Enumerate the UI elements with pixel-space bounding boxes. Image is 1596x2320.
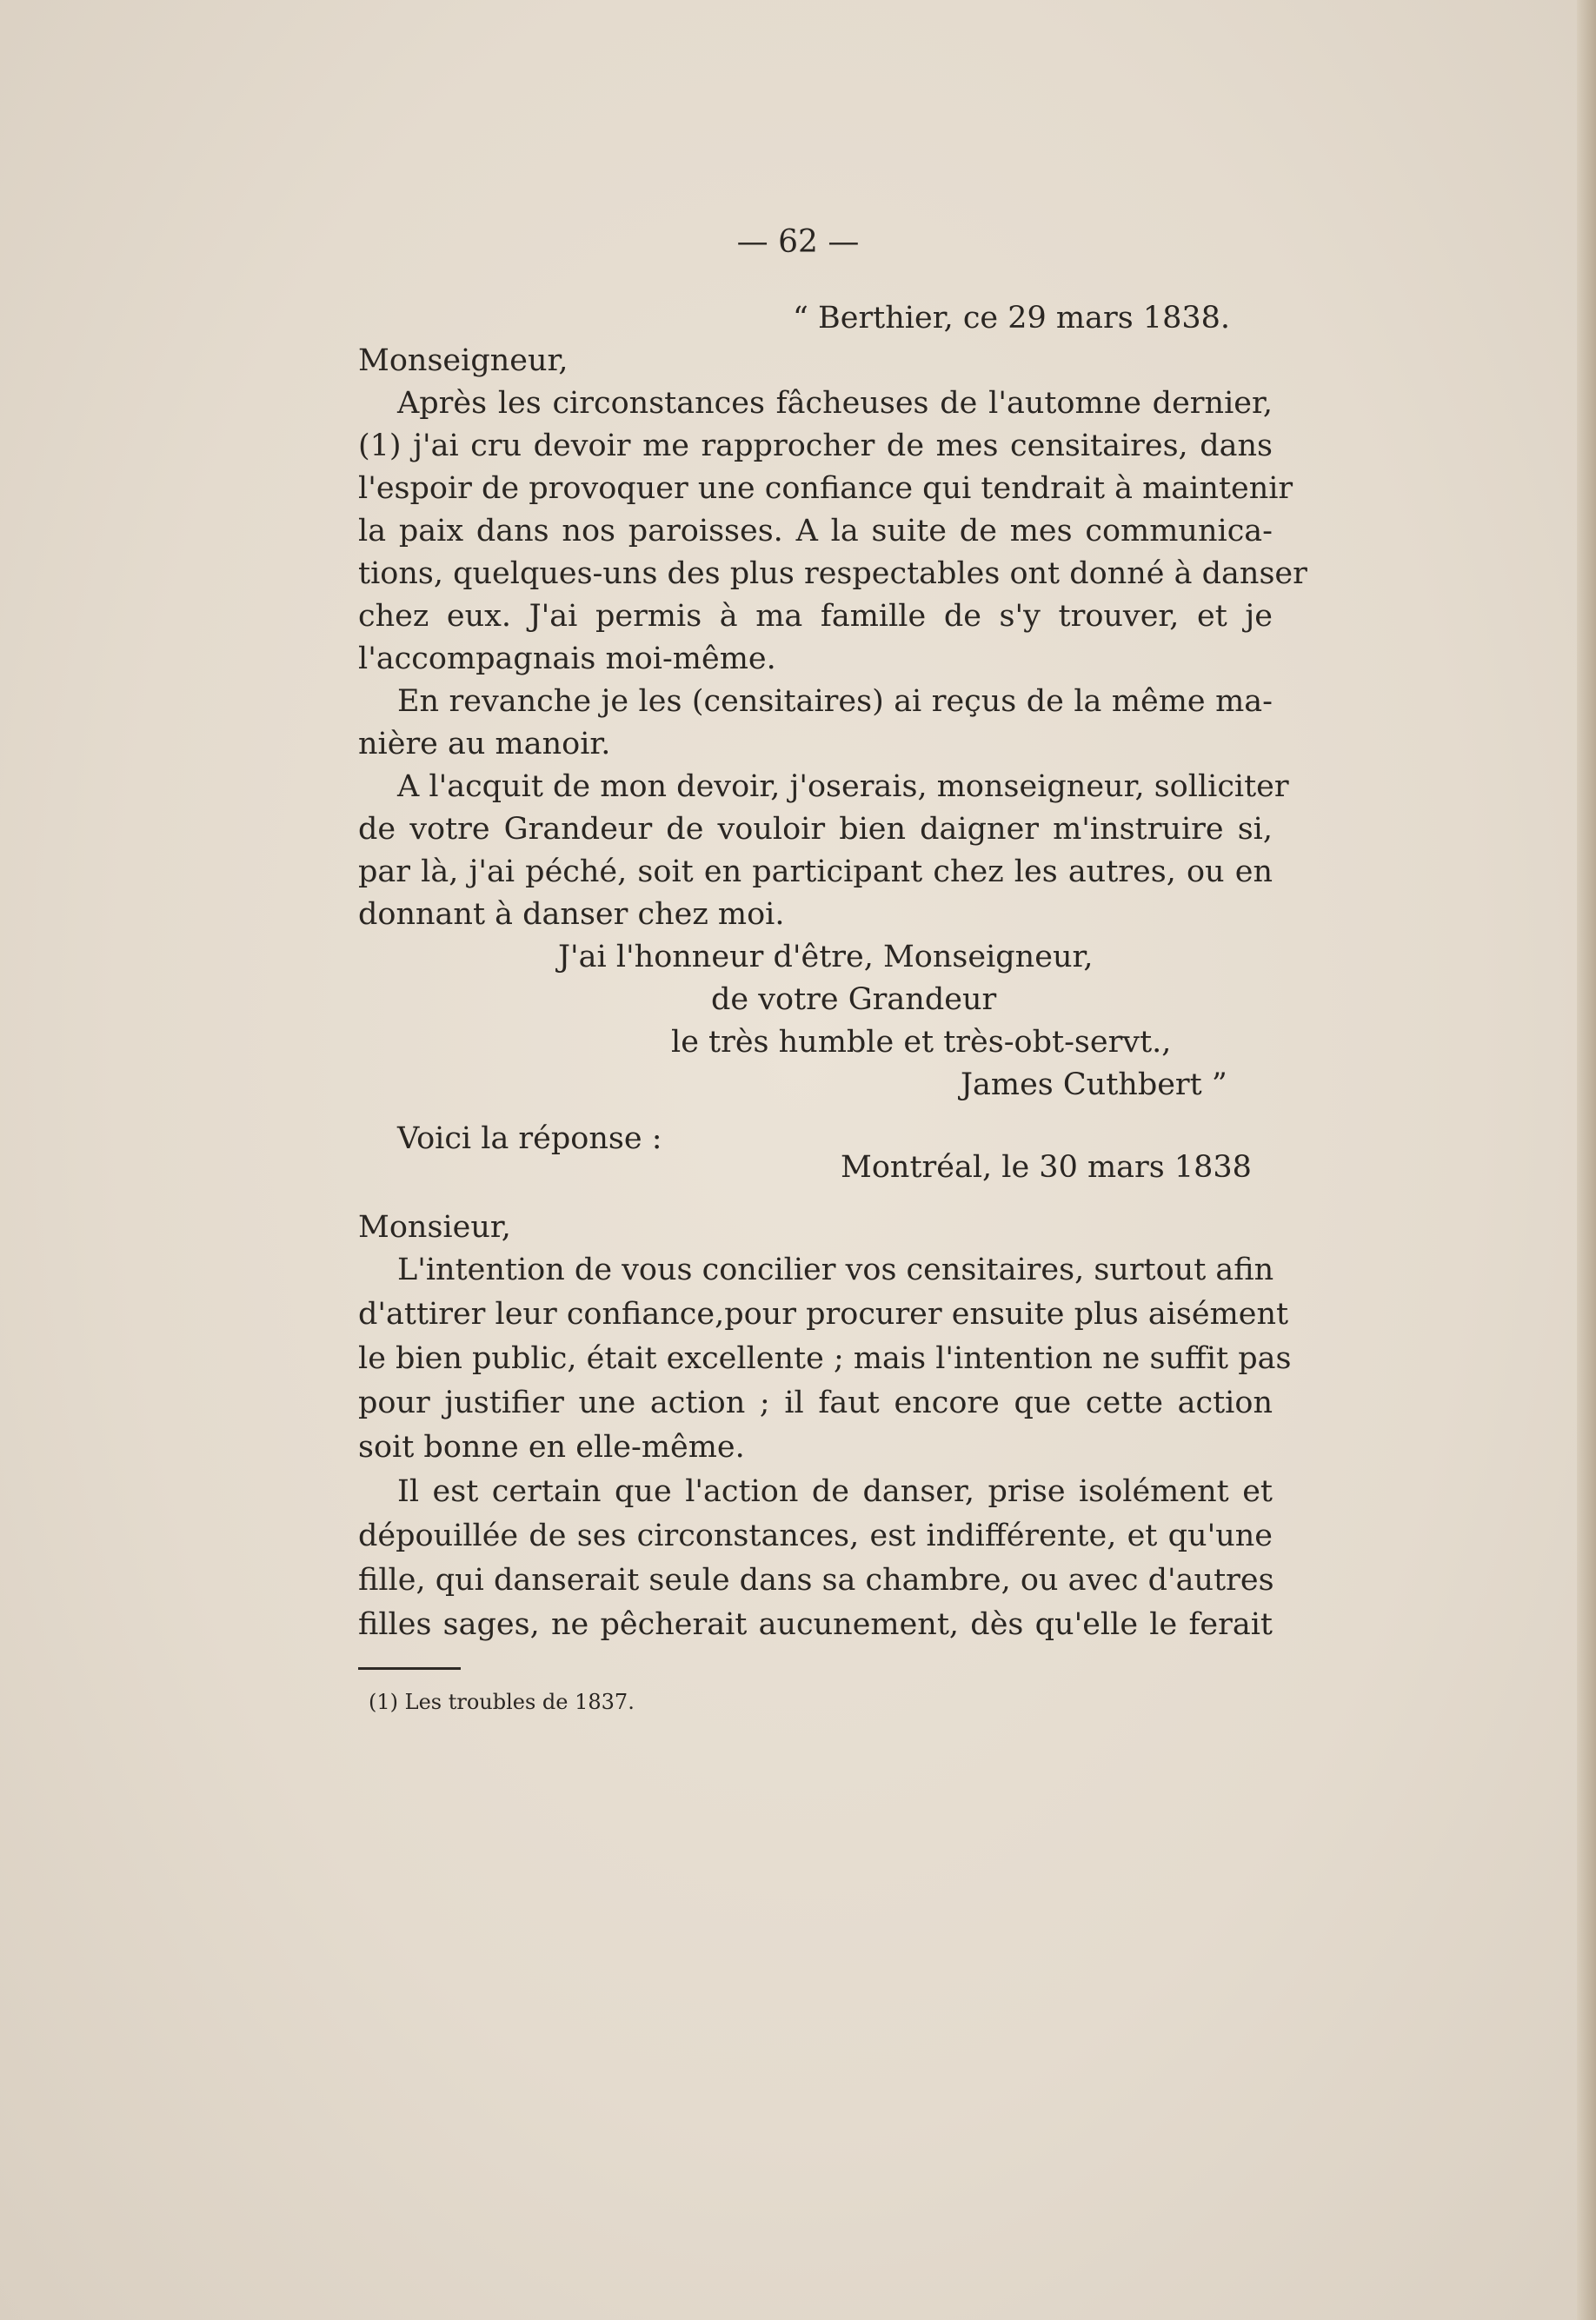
- letter-line: tions, quelques-uns des plus respectables ont donné à danser: [358, 556, 1307, 591]
- reply-line: L'intention de vous concilier vos censitaires, surtout afin: [397, 1253, 1274, 1287]
- closing-line: J'ai l'honneur d'être, Monseigneur,: [558, 940, 1094, 974]
- closing-line: le très humble et très-obt-servt.,: [671, 1025, 1172, 1060]
- reply-intro: Voici la réponse :: [397, 1121, 662, 1156]
- page-number: — 62 —: [736, 224, 860, 260]
- letter-line: Après les circonstances fâcheuses de l'automne dernier,: [397, 386, 1273, 421]
- letter-line: A l'acquit de mon devoir, j'oserais, monseigneur, solliciter: [397, 769, 1289, 804]
- reply-line: filles sages, ne pêcherait aucunement, dès qu'elle le ferait: [358, 1607, 1273, 1642]
- reply-salutation: Monsieur,: [358, 1210, 511, 1245]
- letter-line: (1) j'ai cru devoir me rapprocher de mes censitaires, dans: [358, 429, 1273, 463]
- reply-line: dépouillée de ses circonstances, est indifférente, et qu'une: [358, 1519, 1273, 1553]
- reply-line: fille, qui danserait seule dans sa chambre, ou avec d'autres: [358, 1563, 1274, 1598]
- letter-line: donnant à danser chez moi.: [358, 897, 785, 932]
- reply-line: le bien public, était excellente ; mais l'intention ne suffit pas: [358, 1341, 1292, 1376]
- letter-line: En revanche je les (censitaires) ai reçus de la même ma-: [397, 684, 1273, 719]
- letter-signature: James Cuthbert ”: [961, 1067, 1227, 1102]
- letter-line: de votre Grandeur de vouloir bien daigner m'instruire si,: [358, 812, 1273, 847]
- reply-line: Il est certain que l'action de danser, prise isolément et: [397, 1474, 1273, 1509]
- letter-line: nière au manoir.: [358, 727, 611, 761]
- reply-line: d'attirer leur confiance,pour procurer ensuite plus aisément: [358, 1297, 1289, 1332]
- letter-salutation: Monseigneur,: [358, 343, 569, 378]
- reply-line: pour justifier une action ; il faut encore que cette action: [358, 1386, 1273, 1420]
- letter-line: l'espoir de provoquer une confiance qui tendrait à maintenir: [358, 471, 1293, 506]
- reply-line: soit bonne en elle-même.: [358, 1430, 745, 1465]
- letter-line: l'accompagnais moi-même.: [358, 641, 776, 676]
- reply-dateline: Montréal, le 30 mars 1838: [841, 1150, 1252, 1185]
- letter-line: chez eux. J'ai permis à ma famille de s'y trouver, et je: [358, 599, 1273, 634]
- footnote: (1) Les troubles de 1837.: [369, 1690, 635, 1714]
- letter-line: par là, j'ai péché, soit en participant chez les autres, ou en: [358, 854, 1273, 889]
- footnote-divider: [358, 1667, 461, 1670]
- letter-line: la paix dans nos paroisses. A la suite de mes communica-: [358, 514, 1273, 548]
- page-edge: [1577, 0, 1596, 2320]
- closing-line: de votre Grandeur: [711, 982, 997, 1017]
- letter-dateline: “ Berthier, ce 29 mars 1838.: [793, 301, 1231, 336]
